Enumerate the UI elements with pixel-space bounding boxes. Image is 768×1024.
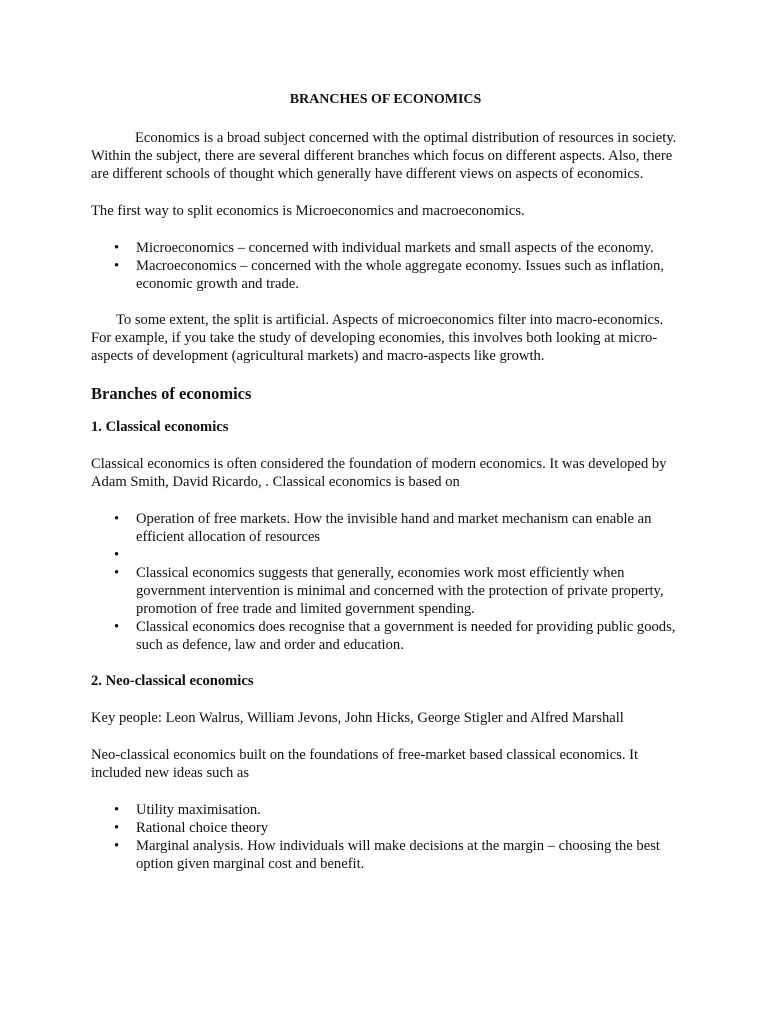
bullet-glyph: •: [114, 838, 120, 854]
list-item-text: Classical economics suggests that generally, economies work most efficiently when government intervention is minimal and concerned with the protection of private property, promotion of free trade and limited government spending.: [136, 565, 664, 617]
list-item: [91, 819, 680, 837]
list-item: [91, 801, 680, 819]
neoclassical-bullet-list: [91, 801, 680, 873]
list-item: [91, 510, 680, 546]
split-sentence: The first way to split economics is Microeconomics and macroeconomics.: [91, 203, 525, 219]
bullet-glyph: •: [114, 511, 120, 527]
bullet-glyph: •: [114, 802, 120, 818]
list-item: [91, 546, 680, 564]
document-title: BRANCHES OF ECONOMICS: [289, 92, 482, 107]
bullet-glyph: •: [114, 240, 120, 256]
list-item-text: Microeconomics – concerned with individual markets and small aspects of the economy.: [136, 240, 654, 256]
classical-bullet-list: [91, 510, 680, 654]
list-item: [91, 564, 680, 618]
list-item-text: Operation of free markets. How the invisible hand and market mechanism can enable an efficient allocation of resources: [136, 511, 652, 545]
section-heading: Branches of economics: [91, 384, 252, 403]
list-item: [91, 257, 680, 293]
neoclassical-heading: 2. Neo-classical economics: [91, 673, 254, 689]
bullet-glyph: •: [114, 619, 120, 635]
list-item: [91, 837, 680, 873]
bullet-glyph: •: [114, 547, 120, 563]
bullet-glyph: •: [114, 258, 120, 274]
list-item-text: Rational choice theory: [136, 820, 269, 836]
neoclassical-paragraph: Neo-classical economics built on the foundations of free-market based classical economics. It included new ideas such as: [91, 747, 639, 781]
artificial-split-paragraph: To some extent, the split is artificial. Aspects of microeconomics filter into macro-economics. For example, if you take the study of developing economies, this involves both looking at micro-aspects of development (agricultural markets) and macro-aspects like growth.: [91, 312, 664, 364]
bullet-glyph: •: [114, 565, 120, 581]
bullet-glyph: •: [114, 820, 120, 836]
list-item: [91, 618, 680, 654]
intro-paragraph: Economics is a broad subject concerned with the optimal distribution of resources in society. Within the subject, there are several different branches which focus on different aspects. Also, there are different schools of thought which generally have different views on aspects of economics.: [91, 130, 677, 182]
classical-paragraph: Classical economics is often considered the foundation of modern economics. It was developed by Adam Smith, David Ricardo, . Classical economics is based on: [91, 456, 667, 490]
list-item-text: Macroeconomics – concerned with the whole aggregate economy. Issues such as inflation, economic growth and trade.: [136, 258, 664, 292]
key-people-line: Key people: Leon Walrus, William Jevons, John Hicks, George Stigler and Alfred Marshall: [91, 710, 624, 726]
list-item-text: Utility maximisation.: [136, 802, 261, 818]
split-bullet-list: [91, 239, 680, 293]
list-item-text: Classical economics does recognise that a government is needed for providing public goods, such as defence, law and order and education.: [136, 619, 676, 653]
classical-heading: 1. Classical economics: [91, 419, 229, 435]
list-item-text: Marginal analysis. How individuals will make decisions at the margin – choosing the best option given marginal cost and benefit.: [136, 838, 660, 872]
list-item: [91, 239, 680, 257]
